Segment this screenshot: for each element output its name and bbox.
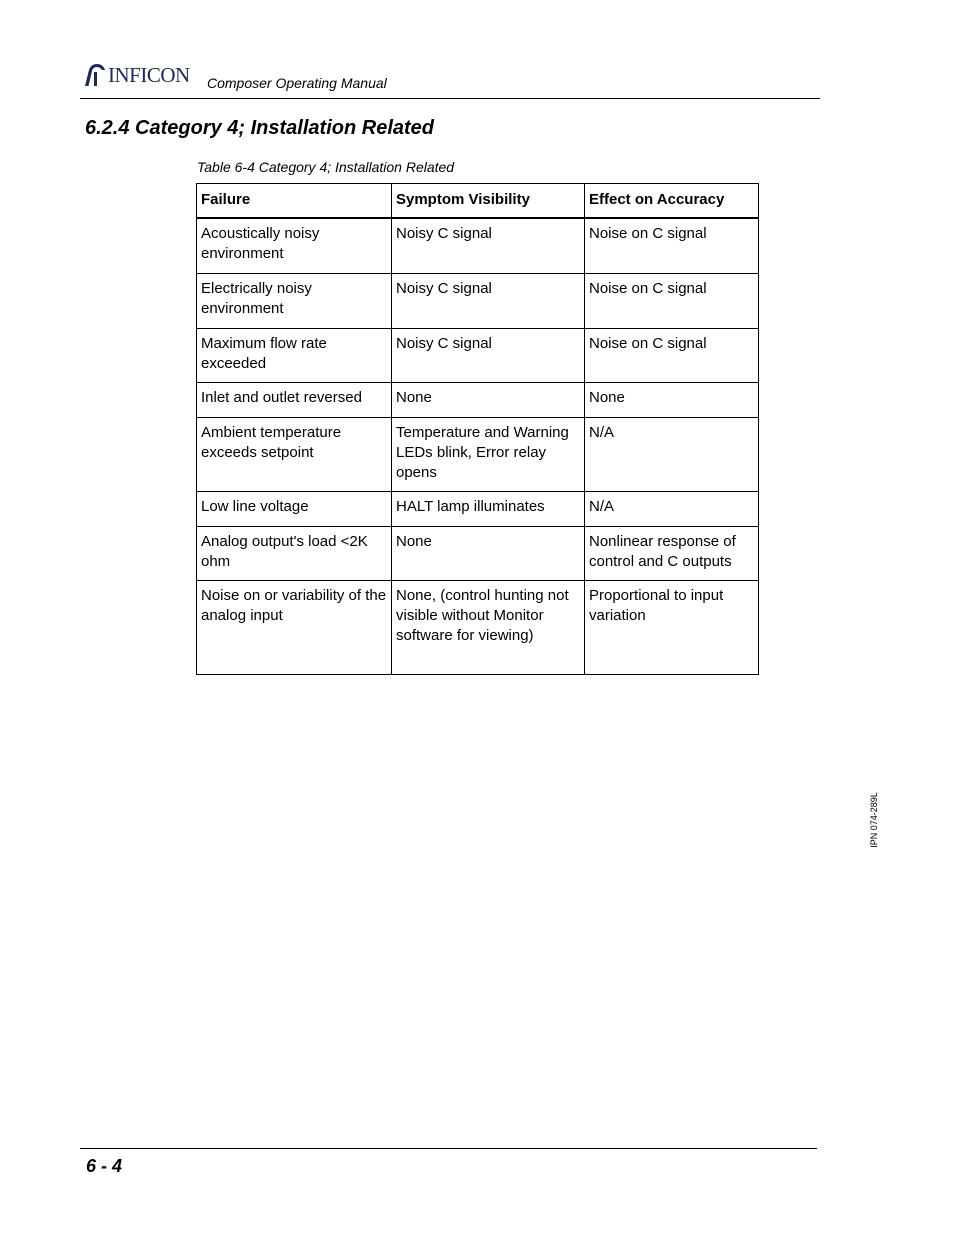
cell-symptom: Noisy C signal	[392, 273, 585, 328]
cell-effect: Nonlinear response of control and C outputs	[585, 526, 759, 580]
cell-failure: Maximum flow rate exceeded	[197, 328, 392, 382]
table-row	[197, 328, 759, 382]
cell-failure: Electrically noisy environment	[197, 273, 392, 328]
cell-effect: Noise on C signal	[585, 273, 759, 328]
cell-failure: Analog output's load <2K ohm	[197, 526, 392, 580]
table-row	[197, 580, 759, 674]
page-number: 6 - 4	[86, 1156, 123, 1176]
cell-effect: Proportional to input variation	[585, 580, 759, 674]
cell-failure: Acoustically noisy environment	[197, 218, 392, 273]
cell-failure: Noise on or variability of the analog input	[197, 580, 392, 674]
header-divider	[80, 98, 820, 99]
cell-effect: N/A	[585, 491, 759, 526]
cell-effect: Noise on C signal	[585, 218, 759, 273]
column-header-failure: Failure	[197, 184, 392, 219]
cell-symptom: Temperature and Warning LEDs blink, Error relay opens	[392, 417, 585, 491]
cell-symptom: None, (control hunting not visible without Monitor software for viewing)	[392, 580, 585, 674]
cell-symptom: Noisy C signal	[392, 328, 585, 382]
cell-symptom: HALT lamp illuminates	[392, 491, 585, 526]
inficon-arc-logo-icon	[83, 62, 107, 88]
cell-failure: Ambient temperature exceeds setpoint	[197, 417, 392, 491]
table-row	[197, 526, 759, 580]
table-row	[197, 273, 759, 328]
table-row	[197, 417, 759, 491]
failure-table	[196, 183, 759, 675]
cell-effect: None	[585, 382, 759, 417]
cell-symptom: Noisy C signal	[392, 218, 585, 273]
cell-symptom: None	[392, 382, 585, 417]
footer-divider	[80, 1148, 817, 1149]
table-row	[197, 491, 759, 526]
table-row	[197, 382, 759, 417]
manual-title: Composer Operating Manual	[207, 75, 387, 91]
column-header-symptom-visibility: Symptom Visibility	[392, 184, 585, 219]
section-title: 6.2.4 Category 4; Installation Related	[85, 117, 434, 139]
cell-effect: N/A	[585, 417, 759, 491]
table-row	[197, 218, 759, 273]
table-caption: Table 6-4 Category 4; Installation Related	[197, 159, 455, 175]
column-header-effect-on-accuracy: Effect on Accuracy	[585, 184, 759, 219]
inficon-logo	[83, 62, 190, 88]
logo-wordmark: INFICON	[108, 63, 190, 87]
cell-symptom: None	[392, 526, 585, 580]
cell-failure: Inlet and outlet reversed	[197, 382, 392, 417]
cell-failure: Low line voltage	[197, 491, 392, 526]
cell-effect: Noise on C signal	[585, 328, 759, 382]
ipn-side-label: IPN 074-289L	[869, 792, 879, 848]
table-header-row	[197, 184, 759, 219]
